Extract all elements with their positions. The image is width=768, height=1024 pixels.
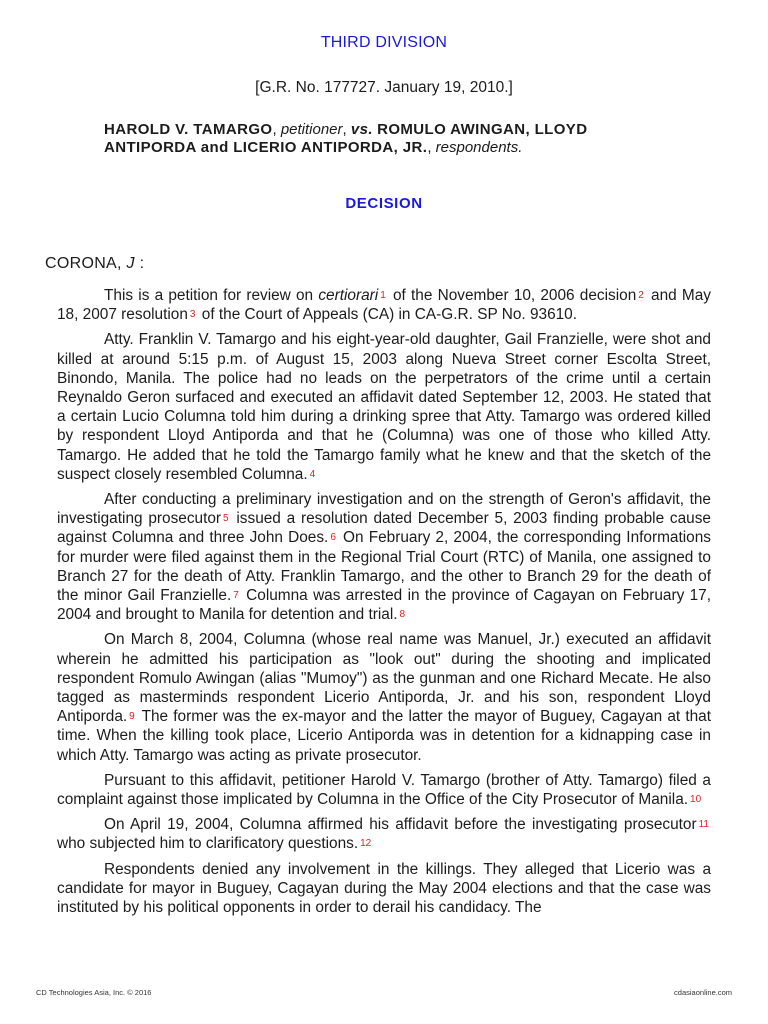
paragraph bbox=[57, 286, 711, 324]
footnote-ref[interactable]: 6 bbox=[330, 532, 336, 544]
paragraph-text: of the Court of Appeals (CA) in CA-G.R. SP No. 93610. bbox=[197, 306, 578, 324]
respondent-role: respondents. bbox=[435, 139, 523, 156]
ponente bbox=[45, 255, 144, 273]
footnote-ref[interactable]: 10 bbox=[690, 794, 702, 806]
paragraph-text: Respondents denied any involvement in the killings. They alleged that Licerio was a candidate for mayor in Buguey, Cagayan during the May 2004 elections and that the case was instituted by his political opponents in order to derail his candidacy. The bbox=[57, 860, 711, 917]
paragraph-text: of the November 10, 2006 decision bbox=[387, 287, 637, 304]
paragraph-text: On February 2, 2004, the corresponding Informations for murder were filed against them in the Regional Trial Court (RTC) of Manila, one assigned to Branch 27 for the death of Atty. Franklin Tamargo, and the other to Branch 29 for the death of the minor Gail Franzielle. bbox=[57, 529, 711, 605]
petitioner-role: petitioner bbox=[280, 121, 343, 138]
footnote-ref[interactable]: 7 bbox=[233, 590, 239, 602]
footnote-ref[interactable]: 9 bbox=[129, 711, 135, 723]
paragraph bbox=[57, 630, 711, 764]
case-number: [G.R. No. 177727. January 19, 2010.] bbox=[255, 79, 513, 96]
footer-site: cdasiaonline.com bbox=[674, 988, 732, 997]
paragraph-text: After conducting a preliminary investigation and on the strength of Geron's affidavit, the investigating prosecutor bbox=[57, 491, 711, 528]
versus: vs. bbox=[350, 121, 373, 138]
decision-body bbox=[57, 286, 711, 923]
footnote-ref[interactable]: 3 bbox=[189, 309, 196, 321]
footnote-ref[interactable]: 4 bbox=[309, 468, 316, 480]
paragraph bbox=[57, 330, 711, 484]
paragraph bbox=[57, 860, 711, 918]
footnote-ref[interactable]: 12 bbox=[360, 838, 372, 850]
paragraph-text: and May 18, 2007 resolution bbox=[57, 287, 711, 324]
footnote-ref[interactable]: 8 bbox=[399, 609, 406, 621]
ponente-suffix: : bbox=[134, 255, 145, 272]
italic-term: certiorari bbox=[318, 287, 379, 304]
paragraph bbox=[57, 771, 711, 809]
paragraph bbox=[57, 490, 711, 624]
footnote-ref[interactable]: 5 bbox=[223, 513, 229, 525]
ponente-title: J bbox=[126, 255, 135, 272]
petitioner-name: HAROLD V. TAMARGO bbox=[104, 121, 273, 138]
case-parties: HAROLD V. TAMARGO, petitioner, vs. ROMULO AWINGAN, LLOYD ANTIPORDA and LICERIO ANTIPORDA, JR., respondents. bbox=[104, 121, 588, 156]
footer-copyright: CD Technologies Asia, Inc. © 2016 bbox=[36, 988, 152, 997]
paragraph-text: Atty. Franklin V. Tamargo and his eight-year-old daughter, Gail Franzielle, were shot and killed at around 5:15 p.m. of August 15, 2003 along Nueva Street corner Escolta Street, Binondo, Manila. The police had no leads on the perpetrators of the crime until a certain Reynaldo Geron surfaced and executed an affidavit dated September 12, 2003. He stated that a certain Lucio Columna told him during a drinking spree that Atty. Tamargo was ordered killed by respondent Lloyd Antiporda and that he (Columna) was one of those who killed Atty. Tamargo. He added that he told the Tamargo family what he knew and that the sketch of the suspect closely resembled Columna. bbox=[57, 331, 711, 483]
paragraph-text: Pursuant to this affidavit, petitioner Harold V. Tamargo (brother of Atty. Tamargo) filed a complaint against those implicated by Columna in the Office of the City Prosecutor of Manila. bbox=[57, 771, 711, 809]
decision-heading: DECISION bbox=[345, 195, 423, 212]
paragraph-text: who subjected him to clarificatory questions. bbox=[57, 835, 359, 853]
paragraph-text: On March 8, 2004, Columna (whose real name was Manuel, Jr.) executed an affidavit wherein he admitted his participation as "look out" during the shooting and implicated respondent Romulo Awingan (alias "Mumoy") as the gunman and one Richard Mecate. He also tagged as masterminds respondent Licerio Antiporda, Jr. and his son, respondent Lloyd Antiporda. bbox=[57, 631, 711, 726]
footnote-ref[interactable]: 2 bbox=[638, 290, 644, 301]
division-heading: THIRD DIVISION bbox=[320, 34, 448, 51]
paragraph bbox=[57, 815, 711, 853]
footnote-ref[interactable]: 1 bbox=[380, 290, 386, 301]
respondent-names: ROMULO AWINGAN, LLOYD ANTIPORDA and LICERIO ANTIPORDA, JR. bbox=[104, 121, 588, 156]
paragraph-text: The former was the ex-mayor and the latter the mayor of Buguey, Cagayan at that time. When the killing took place, Licerio Antiporda was in detention for a kidnapping case in which Atty. Tamargo was acting as private prosecutor. bbox=[57, 708, 711, 764]
footnote-ref[interactable]: 11 bbox=[698, 819, 709, 831]
ponente-name: CORONA, bbox=[45, 255, 122, 272]
paragraph-text: Columna was arrested in the province of Cagayan on February 17, 2004 and brought to Manila for detention and trial. bbox=[57, 587, 711, 624]
paragraph-text: This is a petition for review on bbox=[104, 287, 319, 304]
paragraph-text: On April 19, 2004, Columna affirmed his affidavit before the investigating prosecutor bbox=[104, 816, 697, 834]
paragraph-text: issued a resolution dated December 5, 2003 finding probable cause against Columna and three John Does. bbox=[57, 510, 711, 547]
